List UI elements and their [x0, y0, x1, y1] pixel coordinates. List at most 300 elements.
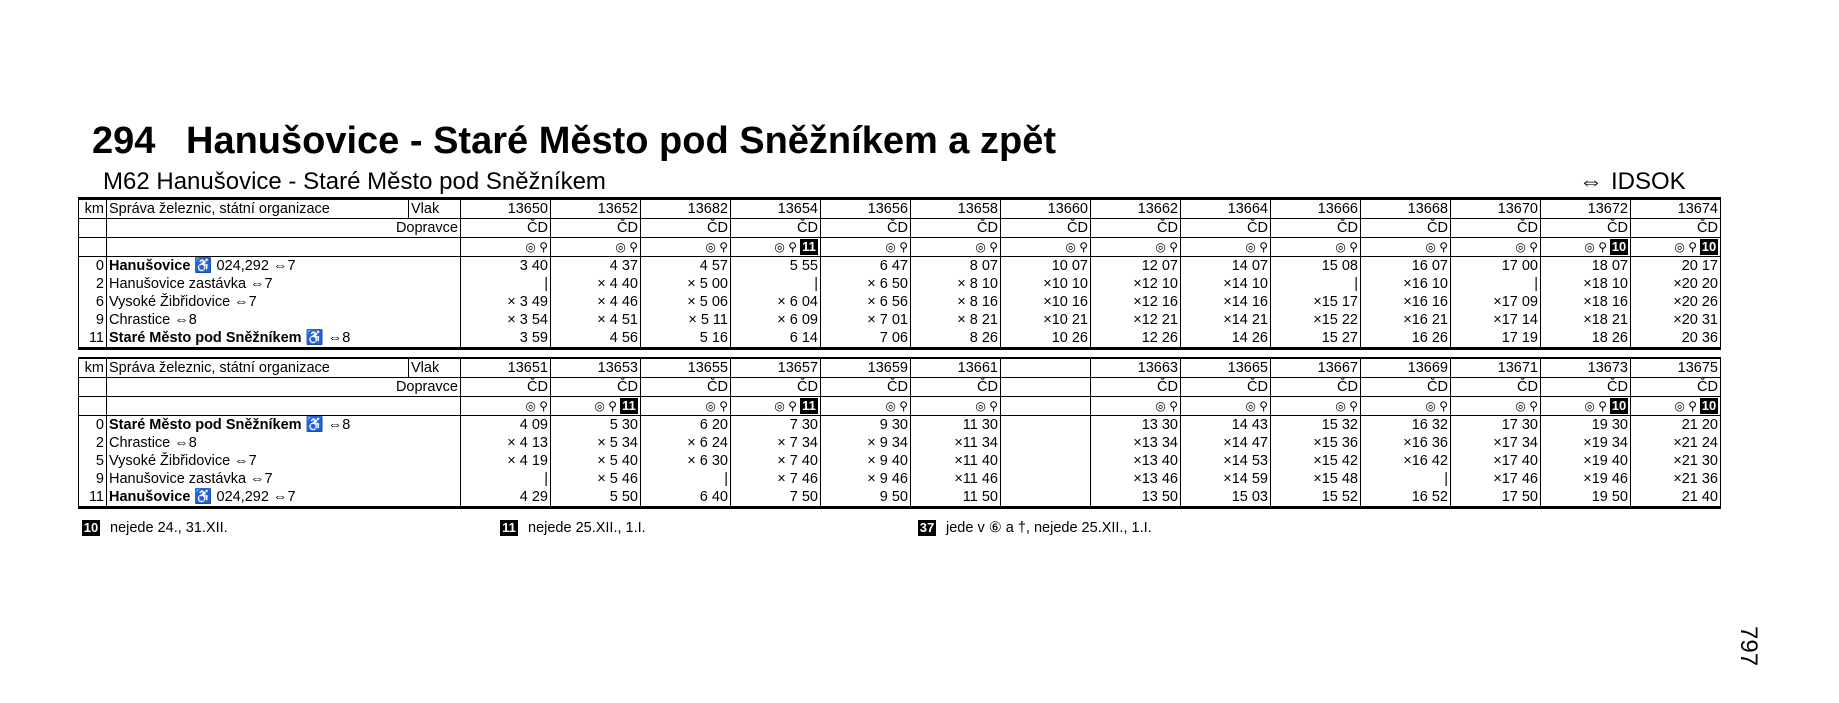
service-icons: [1091, 397, 1181, 416]
line-name: Hanušovice - Staré Město pod Sněžníkem a zpět: [186, 120, 1056, 162]
stop-label: Staré Město pod Sněžníkem: [109, 329, 302, 346]
departure-time: 4 56: [551, 329, 641, 349]
service-icons: [731, 397, 821, 416]
carrier: ČD: [1631, 219, 1721, 238]
departure-time: 15 52: [1271, 488, 1361, 508]
departure-time: ×18 16: [1541, 293, 1631, 311]
carrier: ČD: [911, 219, 1001, 238]
service-icons: [1271, 397, 1361, 416]
bike-icon: ◎ ⚲: [1245, 398, 1268, 413]
service-icons: [1001, 238, 1091, 257]
departure-time: 11 30: [911, 416, 1001, 435]
departure-time: × 4 13: [461, 434, 551, 452]
footnote-11: 11 nejede 25.XII., 1.I.: [500, 520, 646, 536]
departure-time: 12 07: [1091, 257, 1181, 276]
departure-time: ×11 34: [911, 434, 1001, 452]
bike-icon: ◎ ⚲: [525, 239, 548, 254]
departure-time: 19 50: [1541, 488, 1631, 508]
train-number: 13661: [911, 358, 1001, 378]
departure-time: × 5 06: [641, 293, 731, 311]
stop-km: 5: [79, 452, 107, 470]
carrier-row: [79, 378, 1721, 397]
stop-name: [107, 488, 461, 508]
stop-extra: ⇔7: [230, 293, 257, 310]
departure-time: × 6 50: [821, 275, 911, 293]
departure-time: ×12 21: [1091, 311, 1181, 329]
train-number: 13660: [1001, 199, 1091, 219]
departure-time: × 7 01: [821, 311, 911, 329]
stop-name: [107, 452, 461, 470]
carrier: ČD: [461, 378, 551, 397]
departure-time: 14 07: [1181, 257, 1271, 276]
carrier: ČD: [641, 378, 731, 397]
departure-time: 12 26: [1091, 329, 1181, 349]
train-number: 13664: [1181, 199, 1271, 219]
train-number: 13670: [1451, 199, 1541, 219]
train-number: 13682: [641, 199, 731, 219]
train-number-row: [79, 358, 1721, 378]
train-number: 13667: [1271, 358, 1361, 378]
bike-icon: ◎ ⚲: [885, 239, 908, 254]
service-icons: [1181, 397, 1271, 416]
departure-time: 14 43: [1181, 416, 1271, 435]
km-header: km: [79, 199, 107, 219]
departure-time: ×10 16: [1001, 293, 1091, 311]
stop-extra: ♿ ⇔8: [301, 416, 351, 433]
bike-icon: ◎ ⚲: [1425, 239, 1448, 254]
carrier: ČD: [1541, 219, 1631, 238]
train-number: 13674: [1631, 199, 1721, 219]
train-number: 13663: [1091, 358, 1181, 378]
stop-km: 6: [79, 293, 107, 311]
departure-time: ×15 42: [1271, 452, 1361, 470]
bike-icon: ◎ ⚲: [1674, 239, 1697, 254]
departure-time: 20 36: [1631, 329, 1721, 349]
departure-time: 5 30: [551, 416, 641, 435]
stop-extra: ⇔8: [170, 434, 197, 451]
page-number: 797: [1735, 626, 1762, 667]
departure-time: ×14 10: [1181, 275, 1271, 293]
departure-time: ×14 53: [1181, 452, 1271, 470]
bike-icon: ◎ ⚲: [774, 239, 797, 254]
departure-time: × 8 16: [911, 293, 1001, 311]
departure-time: 8 07: [911, 257, 1001, 276]
train-number-row: [79, 199, 1721, 219]
stop-km: 0: [79, 257, 107, 276]
departure-time: × 6 09: [731, 311, 821, 329]
departure-time: × 8 10: [911, 275, 1001, 293]
carrier: ČD: [1271, 219, 1361, 238]
departure-time: ×19 40: [1541, 452, 1631, 470]
carrier: ČD: [731, 219, 821, 238]
departure-time: 19 30: [1541, 416, 1631, 435]
departure-time: ×16 10: [1361, 275, 1451, 293]
departure-time: ×13 46: [1091, 470, 1181, 488]
departure-time: ×21 30: [1631, 452, 1721, 470]
departure-time: 16 32: [1361, 416, 1451, 435]
departure-time: × 5 00: [641, 275, 731, 293]
service-icons: [641, 238, 731, 257]
km-header: km: [79, 358, 107, 378]
departure-time: 16 26: [1361, 329, 1451, 349]
stop-label: Vysoké Žibřidovice: [109, 293, 231, 310]
carrier: ČD: [1361, 219, 1451, 238]
departure-time: ×17 46: [1451, 470, 1541, 488]
departure-time: ×14 47: [1181, 434, 1271, 452]
stop-km: 9: [79, 470, 107, 488]
stop-extra: ⇔7: [230, 452, 257, 469]
service-icons: [1451, 238, 1541, 257]
operator-name: Správa železnic, státní organizace: [107, 199, 409, 219]
stop-label: Staré Město pod Sněžníkem: [109, 416, 302, 433]
stop-extra: ♿ 024,292 ⇔7: [190, 488, 296, 505]
carrier: ČD: [461, 219, 551, 238]
stop-row: [79, 257, 1721, 276]
note-badge: 10: [1701, 397, 1717, 413]
stop-label: Chrastice: [109, 311, 171, 328]
stop-name: [107, 434, 461, 452]
train-number: 13650: [461, 199, 551, 219]
vlak-label: Vlak: [409, 199, 461, 219]
departure-time: 10 07: [1001, 257, 1091, 276]
vlak-label: Vlak: [409, 358, 461, 378]
departure-time: × 4 40: [551, 275, 641, 293]
departure-time: ×17 34: [1451, 434, 1541, 452]
departure-time: ×17 14: [1451, 311, 1541, 329]
stop-row: [79, 434, 1721, 452]
departure-time: ×10 10: [1001, 275, 1091, 293]
stop-km: 9: [79, 311, 107, 329]
bike-icon: ◎ ⚲: [1155, 239, 1178, 254]
stop-name: [107, 311, 461, 329]
service-icons: [731, 238, 821, 257]
departure-time: |: [731, 275, 821, 293]
departure-time: 5 55: [731, 257, 821, 276]
service-icons: [911, 238, 1001, 257]
train-number: 13656: [821, 199, 911, 219]
departure-time: 3 59: [461, 329, 551, 349]
departure-time: 4 57: [641, 257, 731, 276]
departure-time: 13 50: [1091, 488, 1181, 508]
departure-time: × 4 19: [461, 452, 551, 470]
departure-time: 18 26: [1541, 329, 1631, 349]
carrier: ČD: [1451, 219, 1541, 238]
departure-time: ×16 36: [1361, 434, 1451, 452]
stop-row: [79, 311, 1721, 329]
departure-time: ×19 46: [1541, 470, 1631, 488]
idsok-label: ⇔ IDSOK: [1579, 168, 1686, 195]
departure-time: |: [461, 275, 551, 293]
departure-time: × 6 24: [641, 434, 731, 452]
service-icons: [1631, 238, 1721, 257]
departure-time: × 9 46: [821, 470, 911, 488]
departure-time: ×18 10: [1541, 275, 1631, 293]
service-icons: [1541, 397, 1631, 416]
stop-name: [107, 293, 461, 311]
departure-time: ×14 21: [1181, 311, 1271, 329]
carrier: ČD: [821, 219, 911, 238]
departure-time: 15 27: [1271, 329, 1361, 349]
departure-time: |: [1271, 275, 1361, 293]
departure-time: ×14 59: [1181, 470, 1271, 488]
departure-time: × 5 46: [551, 470, 641, 488]
service-icons: [821, 397, 911, 416]
departure-time: ×19 34: [1541, 434, 1631, 452]
train-number: 13651: [461, 358, 551, 378]
stop-label: Hanušovice: [109, 488, 191, 505]
departure-time: [1001, 416, 1091, 435]
departure-time: ×17 09: [1451, 293, 1541, 311]
stop-extra: ♿ 024,292 ⇔7: [190, 257, 296, 274]
stop-extra: ⇔8: [170, 311, 197, 328]
carrier: ČD: [1001, 219, 1091, 238]
service-icons: [461, 397, 551, 416]
carrier: ČD: [1451, 378, 1541, 397]
icon-row: [79, 238, 1721, 257]
stop-name: [107, 275, 461, 293]
departure-time: × 7 34: [731, 434, 821, 452]
stop-label: Hanušovice: [109, 257, 191, 274]
departure-time: ×12 10: [1091, 275, 1181, 293]
departure-time: × 3 54: [461, 311, 551, 329]
service-icons: [911, 397, 1001, 416]
departure-time: [1001, 434, 1091, 452]
bike-icon: ◎ ⚲: [615, 239, 638, 254]
bike-icon: ◎ ⚲: [1674, 398, 1697, 413]
train-number: 13657: [731, 358, 821, 378]
stop-extra: ⇔7: [246, 275, 273, 292]
departure-time: 6 40: [641, 488, 731, 508]
carrier: ČD: [1181, 219, 1271, 238]
departure-time: 9 50: [821, 488, 911, 508]
departure-time: 11 50: [911, 488, 1001, 508]
departure-time: × 9 40: [821, 452, 911, 470]
departure-time: ×15 48: [1271, 470, 1361, 488]
stop-label: Hanušovice zastávka: [109, 470, 247, 487]
bike-icon: ◎ ⚲: [975, 239, 998, 254]
carrier: ČD: [1631, 378, 1721, 397]
departure-time: × 7 46: [731, 470, 821, 488]
route-subtitle: M62 Hanušovice - Staré Město pod Sněžníkem: [103, 168, 606, 195]
service-icons: [1001, 397, 1091, 416]
footnote-10: 10 nejede 24., 31.XII.: [83, 520, 228, 536]
departure-time: ×16 21: [1361, 311, 1451, 329]
departure-time: 14 26: [1181, 329, 1271, 349]
operator-name: Správa železnic, státní organizace: [107, 358, 409, 378]
stop-name: [107, 257, 461, 276]
bike-icon: ◎ ⚲: [1155, 398, 1178, 413]
bike-icon: ◎ ⚲: [1584, 239, 1607, 254]
service-icons: [461, 238, 551, 257]
stop-extra: ♿ ⇔8: [301, 329, 351, 346]
departure-time: |: [1361, 470, 1451, 488]
timetable-outbound: [78, 197, 1721, 350]
service-icons: [1631, 397, 1721, 416]
carrier: ČD: [821, 378, 911, 397]
service-icons: [641, 397, 731, 416]
departure-time: ×17 40: [1451, 452, 1541, 470]
departure-time: 20 17: [1631, 257, 1721, 276]
service-icons: [1361, 397, 1451, 416]
train-number: 13666: [1271, 199, 1361, 219]
service-icons: [1181, 238, 1271, 257]
stop-row: [79, 488, 1721, 508]
departure-time: ×13 40: [1091, 452, 1181, 470]
stop-row: [79, 293, 1721, 311]
departure-time: 10 26: [1001, 329, 1091, 349]
departure-time: 8 26: [911, 329, 1001, 349]
departure-time: |: [1451, 275, 1541, 293]
departure-time: ×16 16: [1361, 293, 1451, 311]
stop-row: [79, 416, 1721, 435]
departure-time: 7 06: [821, 329, 911, 349]
departure-time: 21 20: [1631, 416, 1721, 435]
departure-time: 4 09: [461, 416, 551, 435]
carrier: ČD: [1181, 378, 1271, 397]
departure-time: 16 52: [1361, 488, 1451, 508]
service-icons: [1271, 238, 1361, 257]
train-number: 13652: [551, 199, 641, 219]
train-number: 13675: [1631, 358, 1721, 378]
stop-label: Vysoké Žibřidovice: [109, 452, 231, 469]
departure-time: × 6 30: [641, 452, 731, 470]
carrier: ČD: [551, 219, 641, 238]
departure-time: 6 47: [821, 257, 911, 276]
train-number: 13655: [641, 358, 731, 378]
departure-time: ×13 34: [1091, 434, 1181, 452]
stop-row: [79, 452, 1721, 470]
departure-time: ×21 24: [1631, 434, 1721, 452]
departure-time: × 8 21: [911, 311, 1001, 329]
carrier-row: [79, 219, 1721, 238]
departure-time: ×18 21: [1541, 311, 1631, 329]
carrier: ČD: [911, 378, 1001, 397]
service-icons: [821, 238, 911, 257]
train-number: 13668: [1361, 199, 1451, 219]
stop-row: [79, 275, 1721, 293]
departure-time: |: [461, 470, 551, 488]
bike-icon: ◎ ⚲: [1245, 239, 1268, 254]
service-icons: [1361, 238, 1451, 257]
stop-name: [107, 329, 461, 349]
departure-time: 13 30: [1091, 416, 1181, 435]
departure-time: × 6 56: [821, 293, 911, 311]
departure-time: 9 30: [821, 416, 911, 435]
departure-time: 5 50: [551, 488, 641, 508]
page-title: [92, 120, 1056, 163]
transfer-arrow-icon: ⇔: [1579, 168, 1603, 195]
departure-time: ×14 16: [1181, 293, 1271, 311]
departure-time: × 5 11: [641, 311, 731, 329]
departure-time: 15 03: [1181, 488, 1271, 508]
carrier: ČD: [551, 378, 641, 397]
service-icons: [1091, 238, 1181, 257]
bike-icon: ◎ ⚲: [1335, 398, 1358, 413]
departure-time: ×16 42: [1361, 452, 1451, 470]
departure-time: 5 16: [641, 329, 731, 349]
departure-time: |: [641, 470, 731, 488]
carrier: ČD: [1091, 378, 1181, 397]
train-number: 13653: [551, 358, 641, 378]
timetable-return: [78, 357, 1721, 509]
footnote-37: 37 jede v ⑥ a †, nejede 25.XII., 1.I.: [919, 520, 1152, 536]
stop-row: [79, 470, 1721, 488]
bike-icon: ◎ ⚲: [774, 398, 797, 413]
carrier: ČD: [1361, 378, 1451, 397]
carrier: ČD: [731, 378, 821, 397]
departure-time: × 4 51: [551, 311, 641, 329]
note-badge: 11: [800, 239, 818, 255]
carrier: ČD: [1091, 219, 1181, 238]
departure-time: × 4 46: [551, 293, 641, 311]
departure-time: × 9 34: [821, 434, 911, 452]
carrier: ČD: [1541, 378, 1631, 397]
stop-km: 11: [79, 488, 107, 508]
departure-time: 6 20: [641, 416, 731, 435]
train-number: [1001, 358, 1091, 378]
bike-icon: ◎ ⚲: [525, 398, 548, 413]
departure-time: 17 50: [1451, 488, 1541, 508]
train-number: 13662: [1091, 199, 1181, 219]
train-number: 13658: [911, 199, 1001, 219]
carrier: ČD: [1271, 378, 1361, 397]
departure-time: ×15 36: [1271, 434, 1361, 452]
note-badge: 10: [1701, 238, 1717, 254]
departure-time: × 3 49: [461, 293, 551, 311]
departure-time: × 5 34: [551, 434, 641, 452]
bike-icon: ◎ ⚲: [1065, 239, 1088, 254]
departure-time: 7 50: [731, 488, 821, 508]
departure-time: [1001, 470, 1091, 488]
departure-time: 16 07: [1361, 257, 1451, 276]
stop-name: [107, 470, 461, 488]
train-number: 13671: [1451, 358, 1541, 378]
departure-time: 17 19: [1451, 329, 1541, 349]
train-number: 13669: [1361, 358, 1451, 378]
service-icons: [1451, 397, 1541, 416]
stop-extra: ⇔7: [246, 470, 273, 487]
stop-km: 2: [79, 275, 107, 293]
departure-time: 17 00: [1451, 257, 1541, 276]
stop-km: 0: [79, 416, 107, 435]
departure-time: 6 14: [731, 329, 821, 349]
bike-icon: ◎ ⚲: [1515, 398, 1538, 413]
departure-time: × 7 40: [731, 452, 821, 470]
stop-label: Chrastice: [109, 434, 171, 451]
stop-km: 2: [79, 434, 107, 452]
icon-row: [79, 397, 1721, 416]
departure-time: ×15 22: [1271, 311, 1361, 329]
bike-icon: ◎ ⚲: [705, 239, 728, 254]
departure-time: 17 30: [1451, 416, 1541, 435]
train-number: 13654: [731, 199, 821, 219]
departure-time: ×20 26: [1631, 293, 1721, 311]
departure-time: 3 40: [461, 257, 551, 276]
departure-time: 15 32: [1271, 416, 1361, 435]
departure-time: 7 30: [731, 416, 821, 435]
note-badge: 10: [1611, 397, 1627, 413]
departure-time: ×20 20: [1631, 275, 1721, 293]
departure-time: 21 40: [1631, 488, 1721, 508]
stop-km: 11: [79, 329, 107, 349]
departure-time: × 5 40: [551, 452, 641, 470]
stop-label: Hanušovice zastávka: [109, 275, 247, 292]
bike-icon: ◎ ⚲: [885, 398, 908, 413]
departure-time: ×15 17: [1271, 293, 1361, 311]
departure-time: 4 37: [551, 257, 641, 276]
note-badge: 11: [620, 398, 638, 414]
service-icons: [551, 397, 641, 416]
